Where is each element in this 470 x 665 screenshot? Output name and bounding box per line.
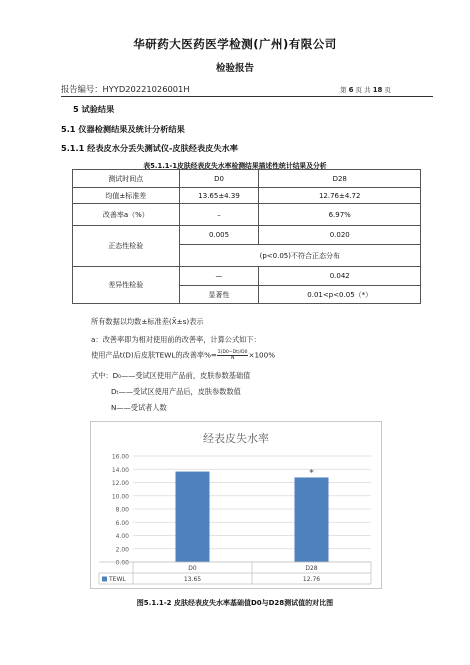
table-cell: 0.005	[179, 226, 259, 245]
y-tick-label: 14.00	[111, 466, 129, 474]
x-category-label: D0	[188, 565, 197, 572]
formula-denominator: N	[231, 356, 235, 361]
page-prefix: 第	[340, 86, 347, 94]
table-row	[73, 226, 421, 245]
table-row	[73, 204, 421, 226]
table-cell: 显著性	[179, 286, 259, 304]
page-mid: 页 共	[355, 86, 371, 94]
y-tick-label: 10.00	[111, 493, 129, 501]
document-title: 检验报告	[215, 63, 254, 74]
data-value-label: 13.65	[183, 576, 202, 583]
table-caption: 表5.1.1-1皮肤经表皮失水率检测结果描述性统计结果及分析	[143, 162, 327, 170]
report-number-label: 报告编号：	[61, 84, 103, 94]
page-current: 6	[348, 86, 354, 94]
table-cell: 0.042	[259, 267, 421, 286]
x-category-label: D28	[305, 565, 318, 572]
figure-caption: 图5.1.1-2 皮肤经表皮失水率基础值D0与D28测试值的对比图	[136, 599, 334, 607]
table-cell: –	[179, 204, 259, 226]
results-table	[72, 169, 421, 304]
table-cell: 0.01<p<0.05（*）	[259, 286, 421, 304]
report-number-value: HYYD20221026001H	[102, 84, 190, 94]
table-cell: 改善率a（%）	[73, 204, 180, 226]
note-d0-definition: 式中：D₀——受试区使用产品前，皮肤参数基础值	[91, 371, 251, 380]
data-value-label: 12.76	[302, 576, 321, 583]
table-header-d0: D0	[179, 170, 259, 188]
table-row	[73, 188, 421, 204]
report-number	[61, 83, 190, 95]
page-total: 18	[372, 86, 383, 94]
note-formula	[91, 350, 275, 361]
note-improvement-rate: a：改善率即为相对使用前的改善率，计算公式如下：	[91, 335, 261, 344]
header-divider	[61, 96, 433, 97]
y-tick-label: 12.00	[111, 480, 129, 487]
bar-d0	[176, 472, 210, 562]
table-header-d28: D28	[259, 170, 421, 188]
tewl-chart-svg	[91, 422, 381, 588]
y-tick-label: 2.00	[115, 546, 129, 554]
note-dt-definition: Dₜ——受试区使用产品后，皮肤参数数值	[111, 387, 241, 396]
y-tick-label: 16.00	[111, 453, 129, 461]
section-heading-tewl: 5.1.1 经表皮水分丢失测试仪-皮肤经表皮失水率	[61, 143, 238, 153]
table-cell: —	[179, 267, 259, 286]
page-suffix: 页	[384, 86, 392, 94]
section-heading-results: 5 试验结果	[73, 104, 115, 114]
y-tick-label: 8.00	[115, 506, 129, 514]
table-cell: 0.020	[259, 226, 421, 245]
significance-marker: *	[309, 468, 314, 479]
table-cell: 12.76±4.72	[259, 188, 421, 204]
note-data-format: 所有数据以均数±标准差(X̄±s)表示	[91, 317, 204, 326]
table-row	[73, 170, 421, 188]
table-cell: 均值±标准差	[73, 188, 180, 204]
formula-suffix: ×100%	[248, 350, 276, 360]
y-tick-label: 4.00	[115, 533, 129, 540]
y-tick-label: 6.00	[115, 519, 129, 527]
company-name: 华研药大医药医学检测(广州)有限公司	[133, 37, 337, 51]
page-indicator	[340, 85, 391, 94]
chart-title: 经表皮失水率	[203, 432, 269, 445]
table-cell: 13.65±4.39	[179, 188, 259, 204]
table-cell: 正态性检验	[73, 226, 180, 267]
formula-fraction	[217, 350, 249, 361]
table-header-time: 测试时间点	[73, 170, 180, 188]
table-cell: (p<0.05)不符合正态分布	[179, 245, 420, 267]
table-row	[73, 267, 421, 286]
legend-label: TEWL	[109, 576, 126, 583]
y-tick-label: 0.00	[115, 559, 129, 567]
table-cell: 6.97%	[259, 204, 421, 226]
section-heading-instrument: 5.1 仪器检测结果及统计分析结果	[61, 124, 185, 134]
tewl-chart	[90, 421, 382, 589]
bar-d28	[295, 477, 329, 562]
formula-prefix: 使用产品t(D)后皮肤TEWL的改善率%=	[91, 350, 217, 360]
formula-numerator: Σ(D0−Dt)/D0	[217, 350, 248, 355]
table-cell: 差异性检验	[73, 267, 180, 304]
legend-swatch	[102, 577, 107, 582]
note-n-definition: N——受试者人数	[111, 403, 167, 412]
